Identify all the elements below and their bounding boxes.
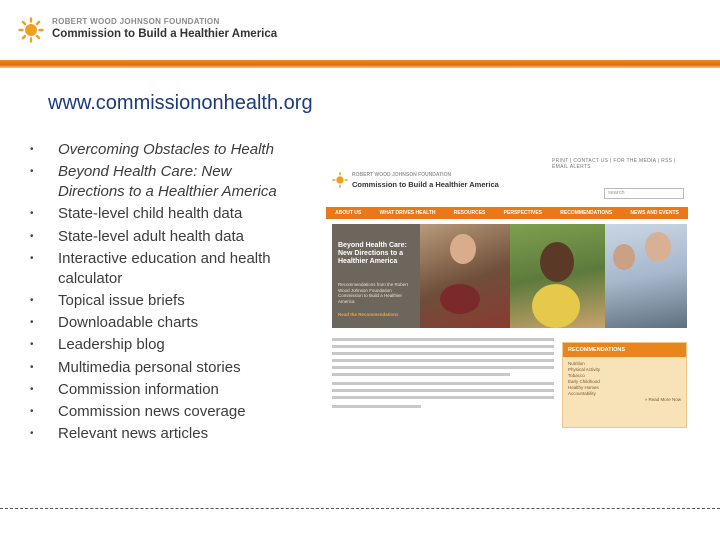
bullet-icon: • — [30, 294, 34, 306]
header — [0, 0, 720, 60]
list-item — [30, 249, 300, 289]
list-item — [30, 291, 300, 311]
commission-name: Commission to Build a Healthier America — [52, 28, 278, 40]
site-nav-item[interactable]: RESOURCES — [453, 210, 486, 216]
hero-photo-man-with-beets — [420, 224, 510, 328]
hero-photo-child — [510, 224, 605, 328]
list-item — [30, 313, 300, 333]
site-foundation-name: ROBERT WOOD JOHNSON FOUNDATION — [352, 172, 452, 178]
bullet-icon: • — [30, 361, 34, 373]
list-item — [30, 227, 300, 247]
list-item-text: Commission news coverage — [58, 402, 246, 420]
list-item — [30, 402, 300, 422]
list-item-text: State-level adult health data — [58, 227, 244, 245]
list-item-text: Relevant news articles — [58, 425, 209, 443]
site-recommendations-box — [562, 342, 687, 428]
list-item-text: Topical issue briefs — [58, 291, 185, 309]
site-search-input[interactable]: search — [604, 188, 684, 199]
list-item — [30, 358, 300, 378]
bullet-icon: • — [30, 144, 34, 155]
hero-photo-cyclists — [605, 224, 687, 328]
list-item-text: State-level child health data — [58, 205, 243, 223]
hero-link[interactable]: Read the Recommendations — [338, 312, 399, 317]
bullet-icon: • — [30, 230, 34, 242]
hero-title: Beyond Health Care: New Directions to a Healthier America — [338, 242, 407, 265]
site-body-text — [332, 338, 554, 412]
site-nav-item[interactable]: WHAT DRIVES HEALTH — [379, 210, 436, 216]
list-item — [30, 204, 300, 224]
hero-text-panel — [332, 224, 420, 328]
site-nav-item[interactable]: PERSPECTIVES — [503, 210, 543, 216]
rec-item[interactable]: Healthy Homes — [568, 385, 599, 390]
rwjf-logo-icon — [18, 17, 44, 43]
list-item — [30, 140, 300, 160]
rec-item[interactable]: Early Childhood — [568, 379, 600, 384]
foundation-name: ROBERT WOOD JOHNSON FOUNDATION — [52, 17, 220, 26]
site-commission-name: Commission to Build a Healthier America — [352, 180, 499, 189]
list-item-text: Leadership blog — [58, 336, 165, 354]
list-item-text: Beyond Health Care: New Directions to a Healthier America — [58, 163, 277, 201]
site-nav-bar — [326, 207, 688, 219]
website-url[interactable]: www.commissiononhealth.org — [48, 92, 313, 114]
bullet-icon: • — [30, 428, 34, 440]
header-orange-band — [0, 60, 720, 68]
bullet-list — [30, 140, 300, 446]
rec-item[interactable]: Physical Activity — [568, 367, 601, 372]
site-logo-icon — [332, 172, 348, 188]
site-nav-item[interactable]: ABOUT US — [335, 210, 362, 216]
bullet-icon: • — [30, 383, 34, 395]
list-item-text: Downloadable charts — [58, 314, 199, 332]
bullet-icon: • — [30, 317, 34, 329]
bullet-icon: • — [30, 252, 34, 264]
rec-item[interactable]: Tobacco — [568, 373, 585, 378]
list-item — [30, 380, 300, 400]
rec-item[interactable]: Nutrition — [568, 361, 585, 366]
list-item-text: Multimedia personal stories — [58, 358, 241, 376]
list-item-text: Overcoming Obstacles to Health — [58, 141, 274, 158]
list-item-text: Commission information — [58, 380, 219, 398]
site-utility-links[interactable]: PRINT | CONTACT US | FOR THE MEDIA | RSS | EMAIL ALERTS — [552, 158, 676, 170]
website-screenshot — [322, 154, 692, 436]
bullet-icon: • — [30, 166, 34, 178]
rec-more-link[interactable]: » Read More Now — [644, 397, 681, 402]
site-hero-banner — [332, 224, 687, 328]
site-nav-item[interactable]: RECOMMENDATIONS — [560, 210, 613, 216]
list-item-text: Interactive education and health calculator — [58, 249, 271, 287]
bullet-icon: • — [30, 339, 34, 351]
rec-item[interactable]: Accountability — [568, 391, 596, 396]
site-nav-item[interactable]: NEWS AND EVENTS — [630, 210, 679, 216]
list-item — [30, 162, 300, 202]
list-item — [30, 424, 300, 444]
footer-divider — [0, 508, 720, 509]
recommendations-heading: RECOMMENDATIONS — [563, 343, 686, 357]
bullet-icon: • — [30, 208, 34, 220]
hero-subtitle: Recommendations from the Robert Wood Johnson Foundation Commission to Build a Healthier America — [338, 282, 409, 304]
bullet-icon: • — [30, 405, 34, 417]
list-item — [30, 335, 300, 355]
